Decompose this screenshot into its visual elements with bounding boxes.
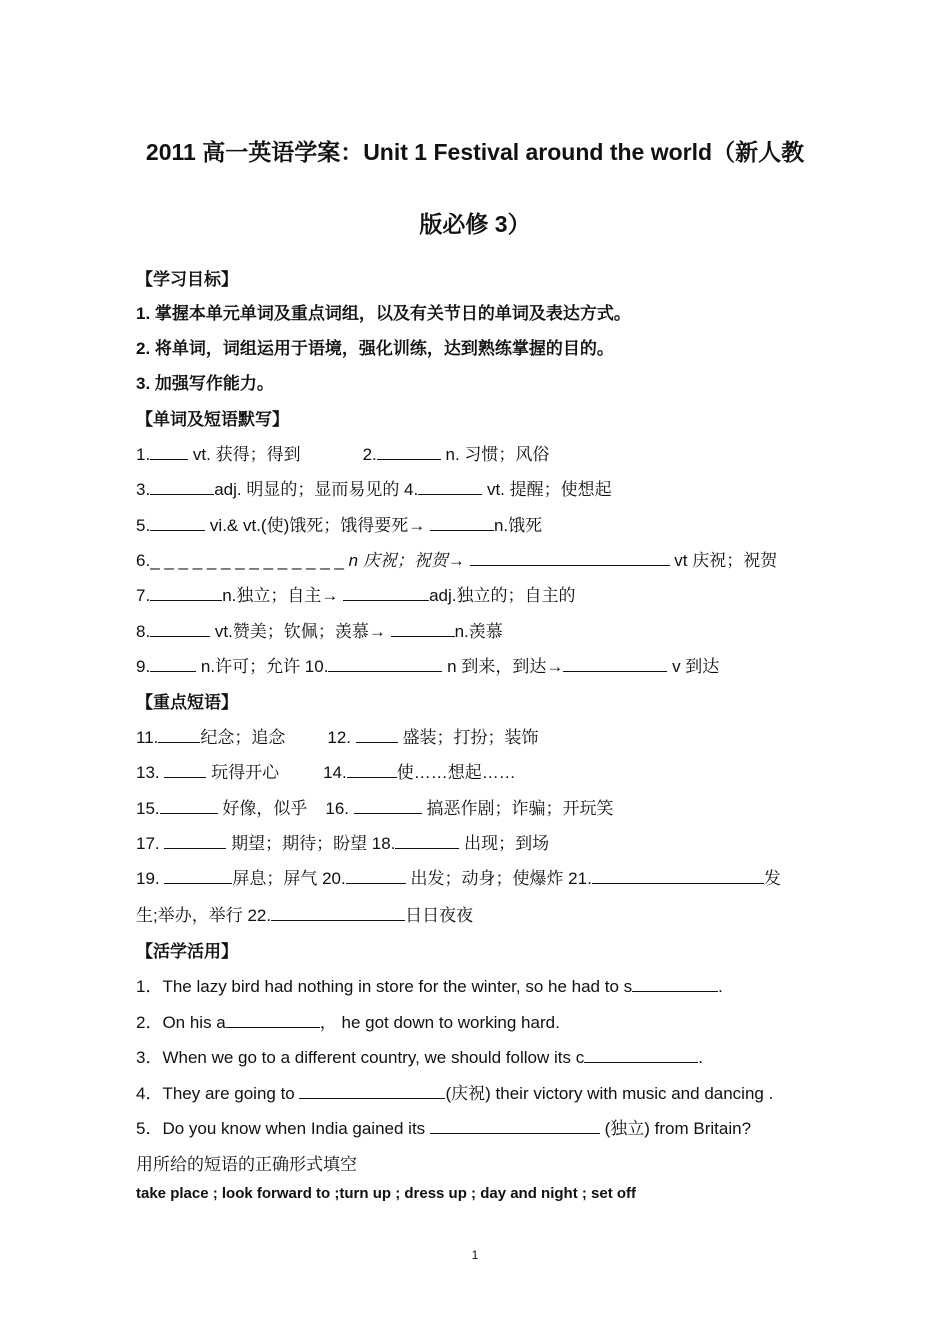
answer-blank[interactable] — [592, 869, 764, 884]
practice-item-4: 4．They are going to (庆祝) their victory with music and dancing . — [136, 1084, 774, 1103]
answer-blank[interactable] — [271, 906, 405, 921]
phrase-bank: take place ; look forward to ;turn up ; dress up ; day and night ; set off — [136, 1185, 637, 1202]
practice-item-5: 5．Do you know when India gained its (独立) from Britain? — [136, 1119, 752, 1138]
answer-blank[interactable] — [150, 657, 196, 672]
section-heading-phrases: 【重点短语】 — [136, 693, 238, 712]
phrase-row-6: 生;举办，举行 22. 日日夜夜 — [136, 906, 474, 925]
answer-blank[interactable] — [226, 1013, 320, 1028]
phrase-row-2: 13. 玩得开心 14. 使……想起…… — [136, 763, 516, 782]
answer-blank[interactable] — [328, 657, 442, 672]
title-line-1: 2011 高一英语学案：Unit 1 Festival around the world（新人教 — [145, 139, 805, 165]
answer-blank[interactable] — [430, 1119, 600, 1134]
phrase-row-5: 19. 屏息；屏气 20. 出发；动身；使爆炸 21. 发 — [136, 869, 781, 888]
practice-item-1: 1．The lazy bird had nothing in store for the winter, so he had to s . — [136, 977, 723, 996]
word-row-3: 5. vi.& vt.(使)饿死；饿得要死→ n.饿死 — [136, 516, 543, 535]
answer-blank[interactable] — [391, 622, 455, 637]
answer-blank[interactable] — [584, 1048, 698, 1063]
answer-blank[interactable] — [347, 763, 397, 778]
word-row-6: 8. vt.赞美；钦佩；羡慕→ n.羡慕 — [136, 622, 503, 641]
answer-blank[interactable] — [356, 728, 398, 743]
section-heading-words: 【单词及短语默写】 — [136, 410, 289, 429]
word-row-2: 3. adj. 明显的；显而易见的 4. vt. 提醒；使想起 — [136, 480, 612, 499]
answer-blank[interactable] — [563, 657, 667, 672]
practice-item-2: 2．On his a ， he got down to working hard. — [136, 1013, 560, 1032]
answer-blank[interactable] — [343, 586, 429, 601]
word-row-5: 7. n.独立；自主→ adj.独立的；自主的 — [136, 586, 576, 605]
answer-blank[interactable] — [470, 551, 670, 566]
answer-blank[interactable] — [158, 728, 200, 743]
word-row-4: 6._ _ _ _ _ _ _ _ _ _ _ _ _ _ n 庆祝；祝贺→ vt 庆祝；祝贺 — [136, 551, 778, 570]
page-number: 1 — [471, 1248, 479, 1262]
title-line-2: 版必修 3） — [419, 211, 531, 237]
answer-blank[interactable] — [164, 763, 206, 778]
phrase-row-1: 11. 纪念；追念 12. 盛装；打扮；装饰 — [136, 728, 539, 747]
phrase-row-4: 17. 期望；期待；盼望 18. 出现；到场 — [136, 834, 550, 853]
word-row-1: 1. vt. 获得；得到 2. n. 习惯；风俗 — [136, 445, 550, 464]
answer-blank[interactable] — [346, 869, 406, 884]
answer-blank[interactable] — [150, 480, 214, 495]
answer-blank[interactable] — [354, 799, 422, 814]
answer-blank[interactable] — [418, 480, 482, 495]
answer-blank[interactable] — [299, 1084, 445, 1099]
section-heading-practice: 【活学活用】 — [136, 942, 238, 961]
goal-item-1: 1. 掌握本单元单词及重点词组，以及有关节日的单词及表达方式。 — [136, 304, 631, 323]
answer-blank[interactable] — [150, 622, 210, 637]
answer-blank[interactable] — [430, 516, 494, 531]
answer-blank[interactable] — [377, 445, 441, 460]
practice-item-3: 3．When we go to a different country, we should follow its c . — [136, 1048, 703, 1067]
answer-blank[interactable] — [632, 977, 718, 992]
answer-blank[interactable] — [164, 869, 232, 884]
answer-blank-dashed[interactable]: _ _ _ _ _ _ _ _ _ _ _ _ _ _ — [150, 551, 344, 570]
goal-item-3: 3. 加强写作能力。 — [136, 374, 274, 393]
word-row-7: 9. n.许可；允许 10. n 到来，到达→ v 到达 — [136, 657, 720, 676]
section-heading-goals: 【学习目标】 — [136, 270, 238, 289]
answer-blank[interactable] — [150, 516, 205, 531]
goal-item-2: 2. 将单词，词组运用于语境，强化训练，达到熟练掌握的目的。 — [136, 339, 614, 358]
answer-blank[interactable] — [395, 834, 459, 849]
answer-blank[interactable] — [160, 799, 218, 814]
fill-instruction: 用所给的短语的正确形式填空 — [136, 1155, 357, 1174]
answer-blank[interactable] — [150, 586, 222, 601]
answer-blank[interactable] — [150, 445, 188, 460]
answer-blank[interactable] — [164, 834, 226, 849]
phrase-row-3: 15. 好像，似乎 16. 搞恶作剧；诈骗；开玩笑 — [136, 799, 614, 818]
